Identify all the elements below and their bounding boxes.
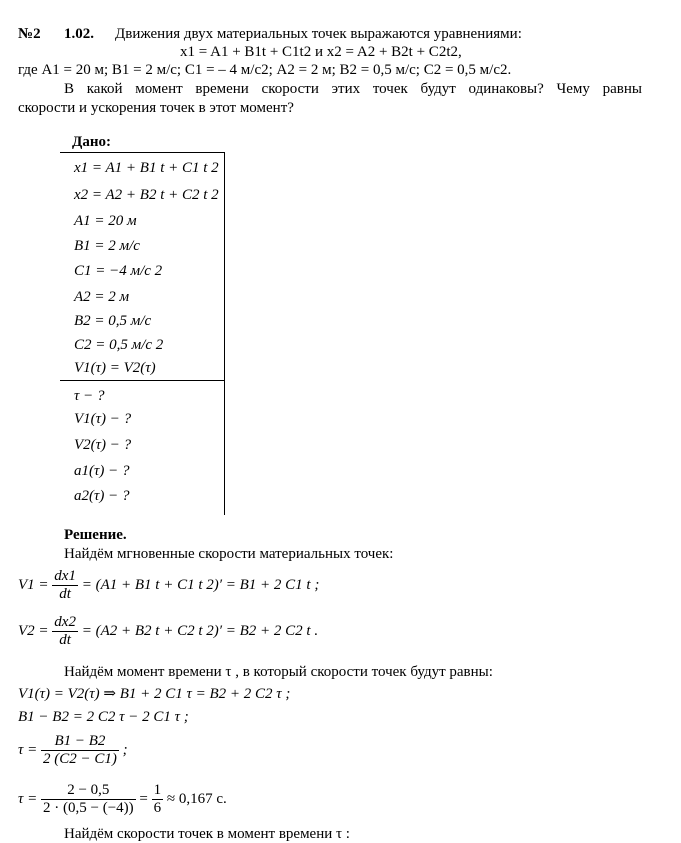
tau-formula [18,733,128,768]
given-item: A1 = 20 м [74,213,137,229]
calc-result-fraction [152,782,164,817]
tau-num: B1 − B2 [41,733,119,751]
difference-equation: B1 − B2 = 2 C2 τ − 2 C1 τ ; [18,709,189,725]
given-item: C1 = −4 м/с 2 [74,263,163,279]
given-item: C2 = 0,5 м/с 2 [74,337,164,353]
v1-lhs: V1 = [18,576,49,593]
given-item: x2 = A2 + B2 t + C2 t 2 [74,187,219,203]
solution-step3-text: Найдём скорости точек в момент времени τ : [64,826,350,842]
given-item: B2 = 0,5 м/с [74,313,152,329]
given-vertical-rule [224,152,225,515]
velocity2-equation [18,614,318,649]
problem-id: 1.02. [64,26,94,42]
given-title: Дано: [72,134,111,150]
equal-velocities-equation: V1(τ) = V2(τ) ⇒ B1 + 2 C1 τ = B2 + 2 C2 τ ; [18,686,291,702]
problem-given-values: где A1 = 20 м; B1 = 2 м/с; C1 = – 4 м/с2; A2 = 2 м; B2 = 0,5 м/с; C2 = 0,5 м/с2. [18,62,512,78]
v1-num: dx1 [54,568,76,584]
v1-derivative [52,568,78,603]
calc-eq: = [139,790,148,807]
given-item: A2 = 2 м [74,289,130,305]
calc-frac-num: 1 [153,782,162,798]
v2-rhs: = (A2 + B2 t + C2 t 2)′ = B2 + 2 C2 t . [81,622,319,639]
unknown-item: a2(τ) − ? [74,488,130,504]
unknown-item: V1(τ) − ? [74,411,132,427]
given-mid-rule [60,380,224,381]
calc-den: 2 · (0,5 − (−4)) [43,800,134,816]
given-top-rule [60,152,224,153]
calc-frac-den: 6 [153,800,162,816]
problem-question-line1: В какой момент времени скорости этих точек будут одинаковы? Чему равны [64,81,642,97]
calc-fraction [41,782,136,817]
problem-question-line2: скорости и ускорения точек в этот момент? [18,100,294,116]
tau-den: 2 (C2 − C1) [43,751,117,767]
calc-result: ≈ 0,167 с. [166,790,227,807]
problem-equations: x1 = A1 + B1t + C1t2 и x2 = A2 + B2t + C2t2, [180,44,462,60]
solution-step2-text: Найдём момент времени τ , в который скорости точек будут равны: [64,664,493,680]
given-item: V1(τ) = V2(τ) [74,360,156,376]
v2-derivative [52,614,78,649]
v2-den: dt [59,632,71,648]
unknown-item: V2(τ) − ? [74,437,132,453]
tau-lhs: τ = [18,741,38,758]
unknown-item: a1(τ) − ? [74,463,130,479]
problem-statement-line1: Движения двух материальных точек выражаются уравнениями: [115,26,522,42]
tau-end: ; [122,741,128,758]
velocity1-equation [18,568,319,603]
task-number: №2 [18,26,41,42]
v1-rhs: = (A1 + B1 t + C1 t 2)′ = B1 + 2 C1 t ; [81,576,320,593]
calc-num: 2 − 0,5 [41,782,136,800]
given-item: B1 = 2 м/с [74,238,140,254]
calc-lhs: τ = [18,790,38,807]
tau-fraction [41,733,119,768]
v2-lhs: V2 = [18,622,49,639]
solution-step1-text: Найдём мгновенные скорости материальных точек: [64,546,394,562]
given-item: x1 = A1 + B1 t + C1 t 2 [74,160,219,176]
v2-num: dx2 [54,614,76,630]
tau-calculation [18,782,227,817]
solution-title: Решение. [64,527,127,543]
v1-den: dt [59,586,71,602]
unknown-item: τ − ? [74,388,105,404]
